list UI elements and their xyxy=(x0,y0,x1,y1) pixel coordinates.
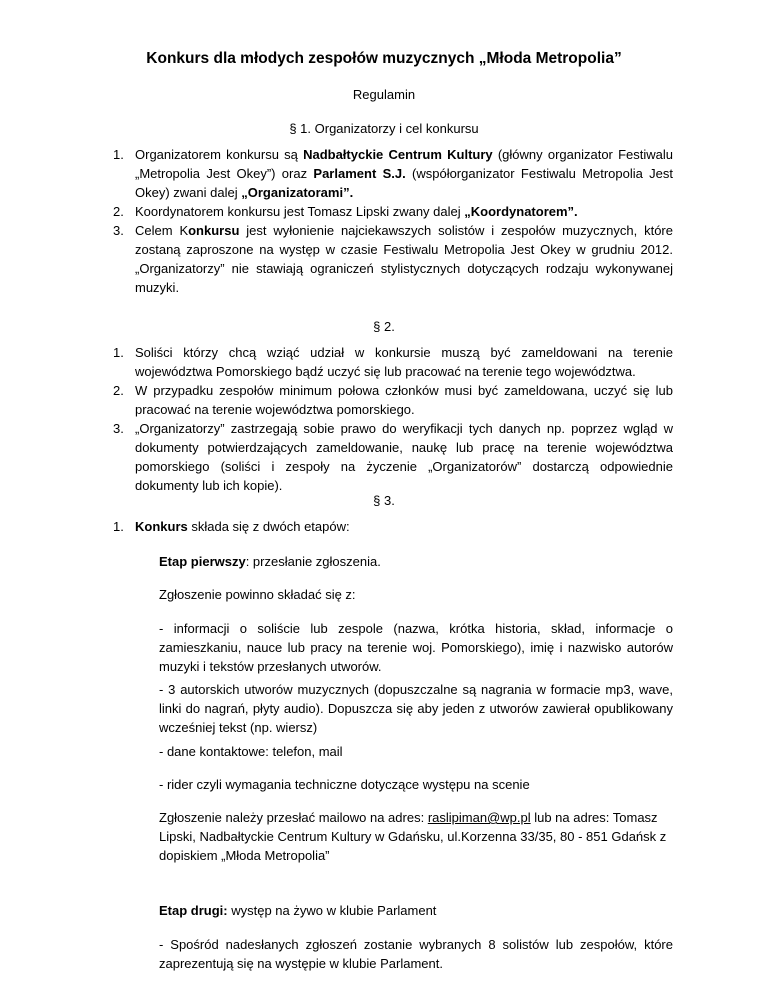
item-text: W przypadku zespołów minimum połowa członków musi być zameldowana, uczyć się lub pracować na terenie województwa pomorskiego. xyxy=(135,383,673,417)
stage-label: Etap drugi: xyxy=(159,903,228,918)
item-text: (współorganizator Festiwalu Metropolia Jest Okey) zwani dalej xyxy=(135,166,673,200)
item-number: 1. xyxy=(113,519,124,534)
item-text: jest wyłonienie najciekawszych solistów i zespołów muzycznych, które zostaną zaproszone na występ w czasie Festiwalu Metropolia Jest Okey w grudniu 2012. „Organizatorzy” nie stawiają ograniczeń stylistycznych dotyczących rodzaju wykonywanej muzyki. xyxy=(135,223,673,295)
stage-text: występ na żywo w klubie Parlament xyxy=(227,903,437,918)
organizers-term: „Organizatorami”. xyxy=(241,185,354,200)
section-3-list xyxy=(113,517,673,536)
list-item xyxy=(113,419,673,495)
application-intro: Zgłoszenie powinno składać się z: xyxy=(159,587,356,602)
co-organizer-name: Parlament S.J. xyxy=(313,166,406,181)
item-text: „Organizatorzy” zastrzegają sobie prawo do weryfikacji tych danych np. poprzez wgląd w dokumenty potwierdzających zameldowanie, naukę lub pracę na terenie województwa pomorskiego (soliści i zespoły na życzenie „Organizatorów” dostarczą odpowiednie dokumenty lub ich kopie). xyxy=(135,421,673,493)
section-1-heading: § 1. Organizatorzy i cel konkursu xyxy=(289,121,479,136)
document-title: Konkurs dla młodych zespołów muzycznych „Młoda Metropolia” xyxy=(146,50,622,67)
contest-term: Konkurs xyxy=(135,519,188,534)
email-link[interactable]: raslipiman@wp.pl xyxy=(427,810,531,825)
submission-text: Zgłoszenie należy przesłać mailowo na adres: xyxy=(159,810,428,825)
requirement-item: - informacji o soliście lub zespole (nazwa, krótka historia, skład, informacje o zamieszkaniu, nauce lub pracy na terenie woj. Pomorskiego), imię i nazwisko autorów muzyki i tekstów przesłanych utworów. xyxy=(159,621,673,674)
item-text: Koordynatorem konkursu jest Tomasz Lipski zwany dalej xyxy=(135,204,465,219)
organizer-name: Nadbałtyckie Centrum Kultury xyxy=(303,147,493,162)
section-3-heading: § 3. xyxy=(373,493,395,508)
stage-2-heading xyxy=(159,901,673,920)
item-text: (główny organizator Festiwalu „Metropolia Jest Okey”) oraz xyxy=(135,147,673,181)
requirement-item: - rider czyli wymagania techniczne dotyczące występu na scenie xyxy=(159,777,530,792)
requirement-item: - 3 autorskich utworów muzycznych (dopuszczalne są nagrania w formacie mp3, wave, linki do nagrań, płyty audio). Dopuszcza się aby jeden z utworów zawierał opublikowany wcześniej tekst (np. wiersz) xyxy=(159,682,673,735)
section-2-heading: § 2. xyxy=(373,319,395,334)
document-subtitle: Regulamin xyxy=(352,87,416,102)
submission-text: lub na adres: Tomasz Lipski, Nadbałtyckie Centrum Kultury w Gdańsku, ul.Korzenna 33/35, 80 - 851 Gdańsk z dopiskiem „Młoda Metropolia” xyxy=(159,810,667,863)
item-number: 3. xyxy=(113,421,124,436)
contest-term: onkursu xyxy=(188,223,240,238)
stage-label: Etap pierwszy xyxy=(159,554,246,569)
section-1-list xyxy=(113,145,673,297)
item-text: Celem K xyxy=(135,223,189,238)
item-number: 2. xyxy=(113,383,124,398)
item-text: Soliści którzy chcą wziąć udział w konkursie muszą być zameldowani na terenie województwa Pomorskiego bądź uczyć się lub pracować na terenie tego województwa. xyxy=(135,345,673,379)
item-number: 1. xyxy=(113,147,124,162)
stage-text: : przesłanie zgłoszenia. xyxy=(245,554,381,569)
submission-instructions xyxy=(159,808,673,865)
list-item xyxy=(113,381,673,419)
coordinator-term: „Koordynatorem”. xyxy=(464,204,578,219)
item-text: składa się z dwóch etapów: xyxy=(187,519,350,534)
list-item xyxy=(113,202,673,221)
stage-1-heading xyxy=(159,552,673,571)
item-number: 3. xyxy=(113,223,124,238)
stage-2-description: - Spośród nadesłanych zgłoszeń zostanie wybranych 8 solistów lub zespołów, które zaprezentują się na występie w klubie Parlament. xyxy=(159,937,673,971)
item-number: 2. xyxy=(113,204,124,219)
list-item xyxy=(113,145,673,202)
item-number: 1. xyxy=(113,345,124,360)
list-item xyxy=(113,221,673,297)
list-item xyxy=(113,343,673,381)
list-item xyxy=(113,517,673,536)
item-text: Organizatorem konkursu są xyxy=(135,147,304,162)
section-2-list xyxy=(113,343,673,495)
requirement-item: - dane kontaktowe: telefon, mail xyxy=(159,744,343,759)
